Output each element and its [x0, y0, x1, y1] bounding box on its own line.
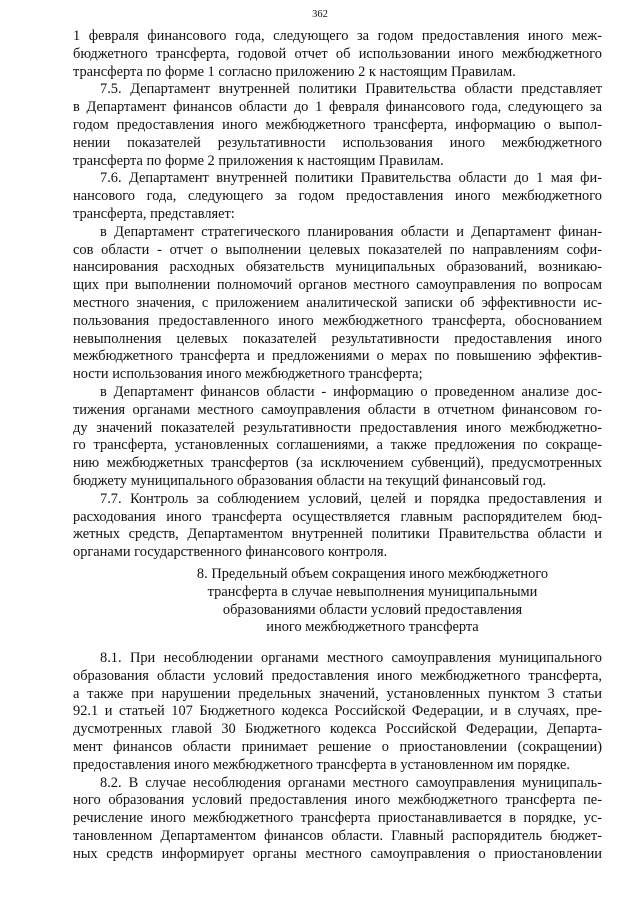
text-line: сов области - отчет о выполнении целевых показателей по направлениям софи- [73, 241, 602, 258]
heading-line: трансферта в случае невыполнения муниципальными [207, 583, 538, 600]
text-line: 8.1. При несоблюдении органами местного самоуправления муниципального [100, 650, 602, 666]
text-line: годом предоставления иного межбюджетного трансферта, информацию о выпол- [73, 116, 602, 133]
text-line: ного образования условий предоставления иного межбюджетного трансферта пе- [73, 792, 602, 809]
text-line: нию межбюджетных трансфертов (за исключением субвенций), предусмотренных [73, 455, 602, 472]
text-line: 92.1 и статьей 107 Бюджетного кодекса Российской Федерации, и в случаях, пре- [73, 703, 602, 720]
text-line: расходования иного трансферта осуществляется главным распорядителем бюд- [73, 508, 602, 525]
text-line: межбюджетного трансферта и предложениями о мерах по повышению эффектив- [73, 348, 602, 365]
text-line: невыполнения целевых показателей результативности предоставления иного [73, 330, 602, 347]
text-line: нансового года, следующего за годом предоставления иного межбюджетного [73, 188, 602, 205]
heading-line: 8. Предельный объем сокращения иного межбюджетного [196, 566, 549, 582]
text-line: 8.2. В случае несоблюдения органами местного самоуправления муниципаль- [100, 774, 602, 791]
text-line: органами государственного финансового контроля. [73, 544, 388, 561]
text-line: нансирования расходных обязательств муниципальных образований, возникаю- [73, 259, 602, 276]
text-line: дусмотренных главой 30 Бюджетного кодекса Российской Федерации, Департа- [73, 721, 602, 738]
text-line: речисление иного межбюджетного трансферта приостанавливается в порядке, ус- [73, 810, 602, 827]
text-line: 1 февраля финансового года, следующего за годом предоставления иного меж- [73, 28, 602, 44]
body-text-upper [73, 28, 602, 562]
text-line: 7.5. Департамент внутренней политики Правительства области представляет [100, 81, 602, 98]
text-line: тановленном Департаментом финансов области. Главный распорядитель бюджет- [73, 827, 602, 844]
text-line: мент финансов области принимает решение о приостановлении (сокращении) [73, 738, 602, 755]
body-text-lower [73, 650, 602, 864]
text-line: а также при нарушении предельных значений, установленных пунктом 3 статьи [73, 685, 602, 702]
text-line: предоставления иного межбюджетного трансферта в установленном им порядке. [73, 756, 570, 773]
text-line: бюджету муниципального образования области на текущий финансовый год. [73, 472, 547, 489]
text-line: трансферта по форме 1 согласно приложению 2 к настоящим Правилам. [73, 63, 516, 80]
text-line: нении показателей результативности использования иного межбюджетного [73, 134, 602, 151]
section-heading [73, 566, 602, 637]
page-number: 362 [312, 9, 328, 20]
text-line: пользования предоставленного иного межбюджетного трансферта, обоснованием [73, 312, 602, 329]
text-line: образования области условий предоставления иного межбюджетного трансферта, [73, 667, 602, 684]
text-line: ду значений показателей результативности предоставления иного межбюджетно- [73, 419, 602, 436]
text-line: бюджетного трансферта, годовой отчет об использовании иного межбюджетного [73, 45, 602, 62]
text-line: щих при выполнении полномочий органов местного самоуправления по вопросам [73, 277, 602, 294]
heading-line: образованиями области условий предоставления [222, 601, 523, 618]
text-line: в Департамент финансов области до 1 февраля финансового года, следующего за [73, 99, 602, 116]
text-line: го трансферта, установленных соглашениями, а также предложения по сокраще- [73, 437, 602, 454]
text-line: трансферта по форме 2 приложения к настоящим Правилам. [73, 152, 444, 169]
text-line: трансферта, представляет: [73, 205, 235, 222]
text-line: жетных средств, Департаментом внутренней политики Правительства области и [73, 526, 602, 543]
text-line: местного значения, с приложением аналитической записки об эффективности ис- [73, 294, 602, 311]
text-line: 7.7. Контроль за соблюдением условий, целей и порядка предоставления и [100, 490, 602, 507]
text-line: тижения органами местного самоуправления области в отчетном финансовом го- [73, 401, 602, 418]
text-line: ных средств информирует органы местного самоуправления о приостановлении [73, 845, 602, 862]
text-line: в Департамент стратегического планирования области и Департамент финан- [100, 223, 602, 240]
text-line: в Департамент финансов области - информацию о проведенном анализе дос- [100, 383, 602, 400]
text-line: ности использования иного межбюджетного трансферта; [73, 366, 423, 383]
heading-line: иного межбюджетного трансферта [266, 619, 479, 636]
text-line: 7.6. Департамент внутренней политики Правительства области до 1 мая фи- [100, 170, 602, 187]
